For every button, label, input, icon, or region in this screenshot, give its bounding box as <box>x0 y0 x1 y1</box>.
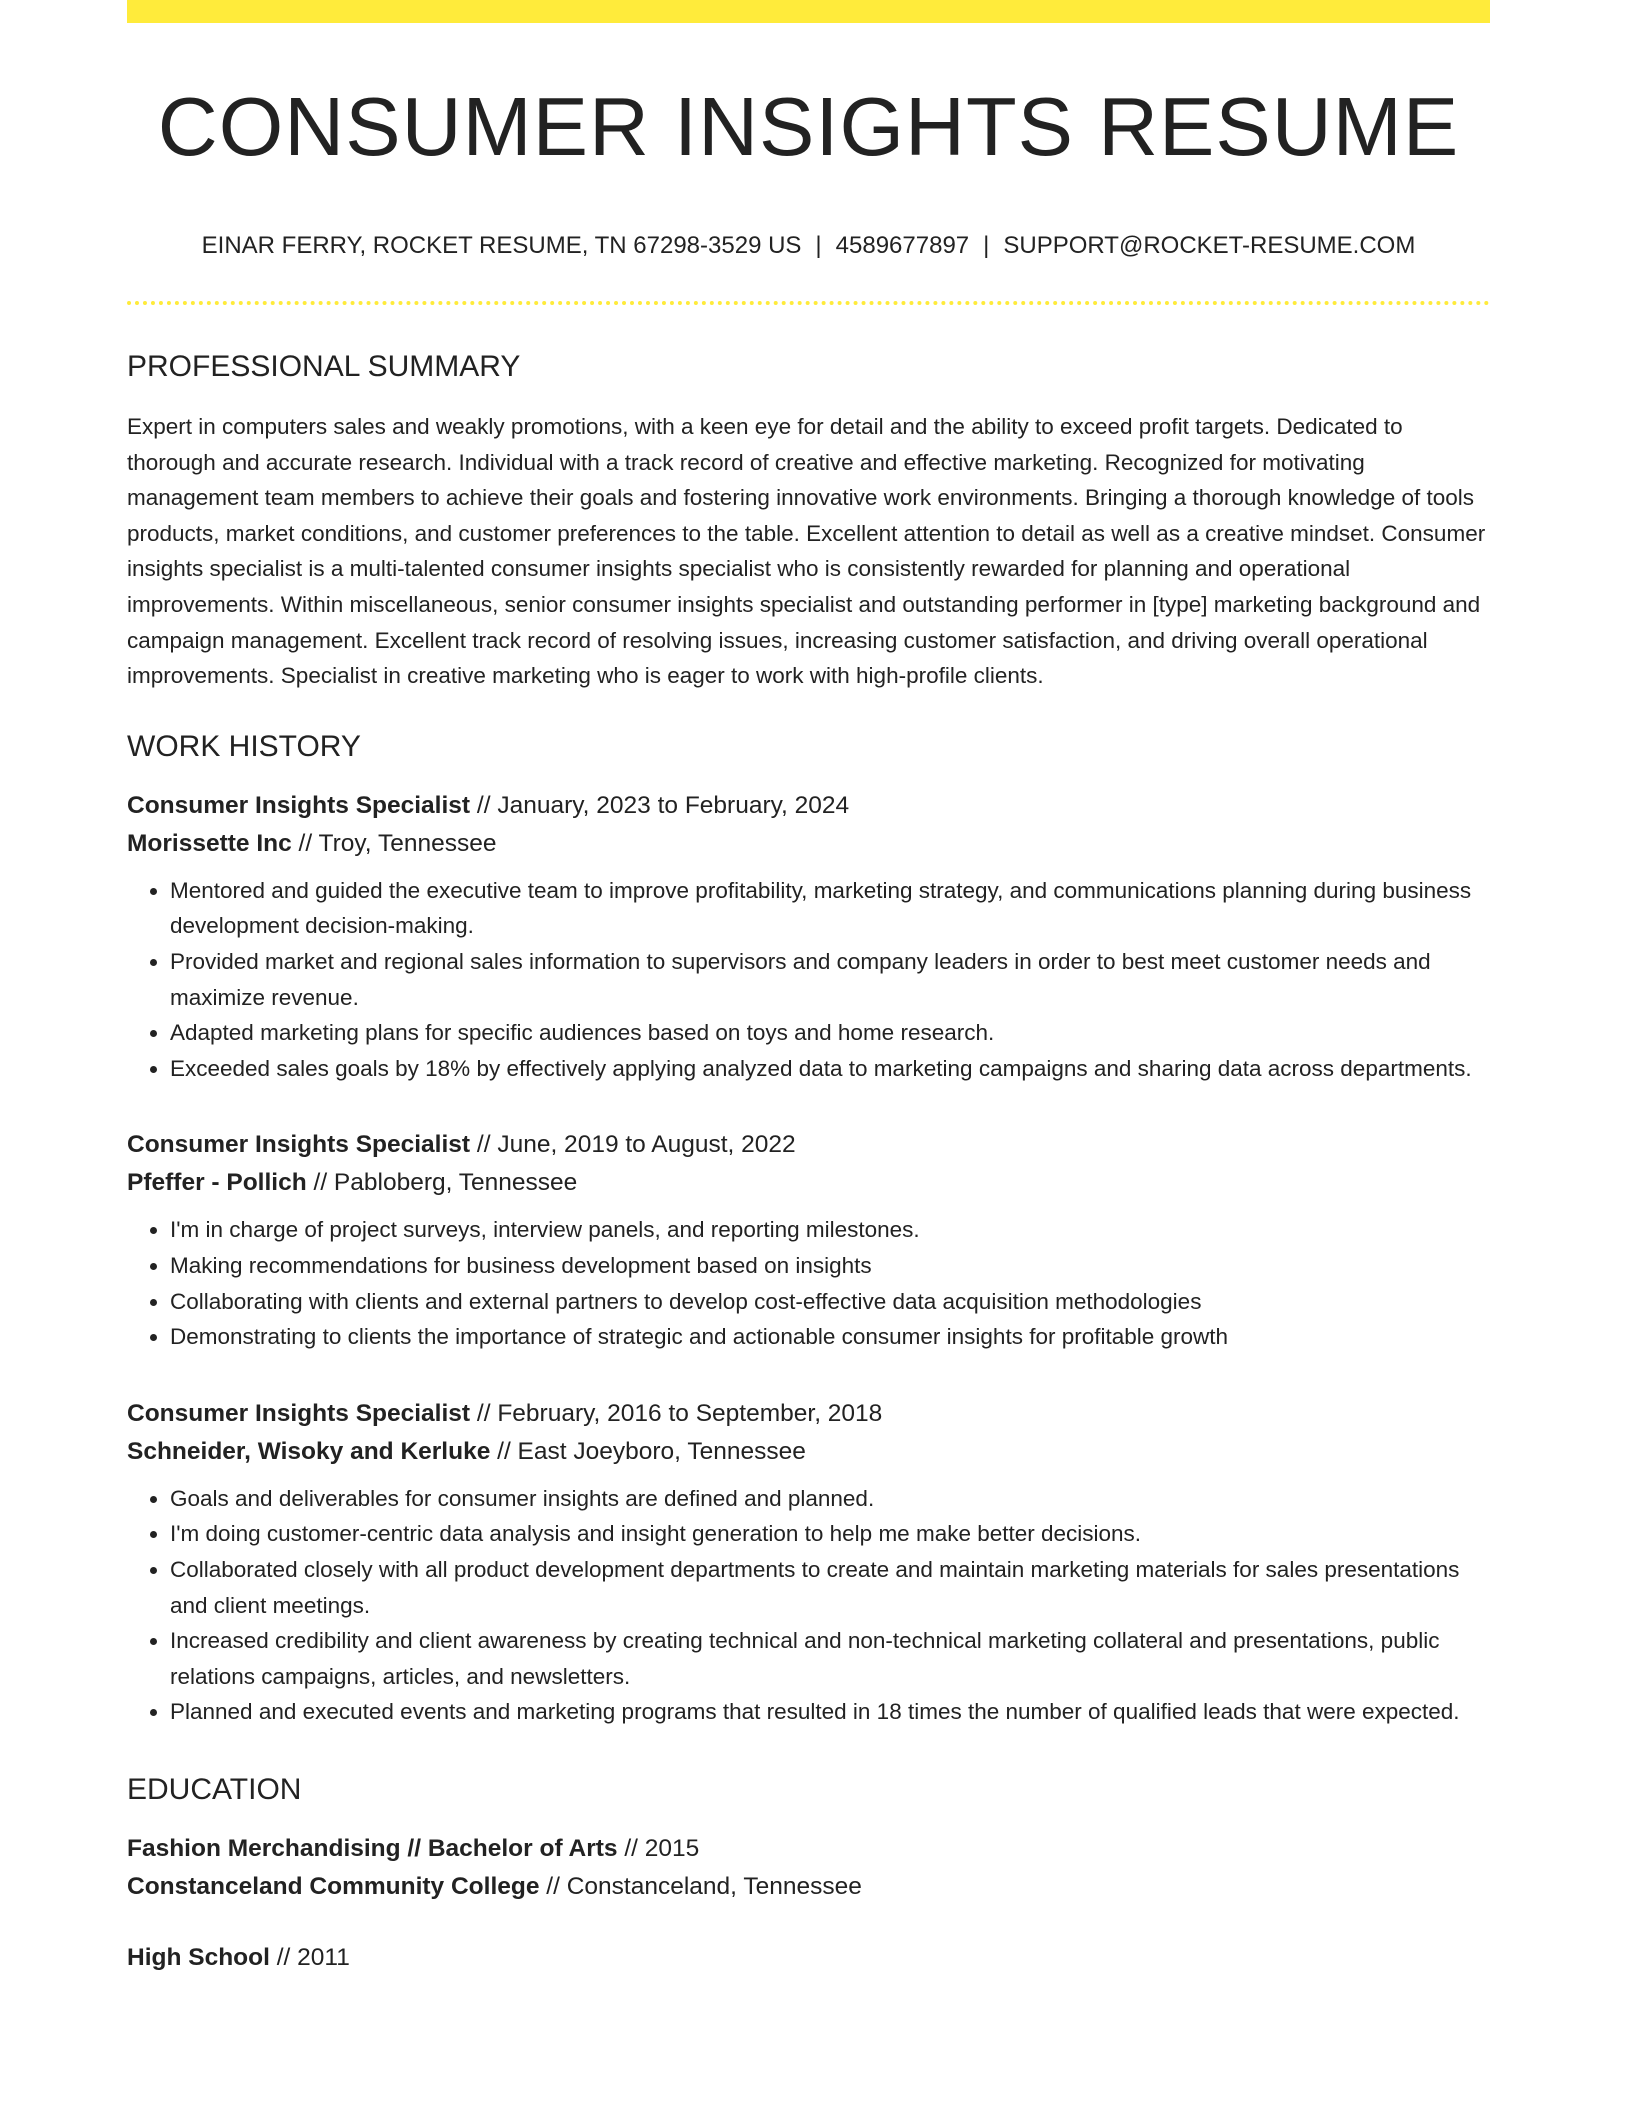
education-year: // 2011 <box>269 1943 350 1971</box>
education-school-line <box>127 1868 1490 1906</box>
job-bullet: • Increased credibility and client awareness by creating technical and non-technical marketing collateral and presentations, public relations campaigns, articles, and newsletters. <box>170 1623 1490 1694</box>
job-bullets <box>127 873 1490 1087</box>
job-bullet: • Making recommendations for business development based on insights <box>170 1248 1490 1284</box>
job-bullet: • Mentored and guided the executive team to improve profitability, marketing strategy, and communications planning during business development decision-making. <box>170 873 1490 944</box>
job-bullet: • Collaborating with clients and external partners to develop cost-effective data acquisition methodologies <box>170 1284 1490 1320</box>
job-company: Pfeffer - Pollich <box>127 1169 307 1197</box>
education-degree: Fashion Merchandising // Bachelor of Arts <box>127 1834 618 1862</box>
work-history-heading: WORK HISTORY <box>127 729 361 763</box>
job-title: Consumer Insights Specialist <box>127 1131 471 1159</box>
job-company-line <box>127 1433 1490 1471</box>
contact-line <box>127 232 1490 261</box>
contact-phone: 4589677897 <box>835 232 970 260</box>
job-company-line <box>127 825 1490 863</box>
contact-separator: | <box>815 232 822 260</box>
job-title-line <box>127 1126 1490 1164</box>
job-company: Schneider, Wisoky and Kerluke <box>127 1437 491 1465</box>
summary-heading: PROFESSIONAL SUMMARY <box>127 350 521 384</box>
contact-address: EINAR FERRY, ROCKET RESUME, TN 67298-3529 US <box>201 232 802 260</box>
education-school: Constanceland Community College <box>127 1872 540 1900</box>
job-bullet: • I'm doing customer-centric data analysis and insight generation to help me make better decisions. <box>170 1516 1490 1552</box>
job-bullet: • Provided market and regional sales information to supervisors and company leaders in order to best meet customer needs and maximize revenue. <box>170 944 1490 1015</box>
job-bullet: • Planned and executed events and marketing programs that resulted in 18 times the number of qualified leads that were expected. <box>170 1694 1490 1730</box>
top-accent-bar <box>127 0 1490 23</box>
job-title: Consumer Insights Specialist <box>127 791 471 819</box>
job-dates: // January, 2023 to February, 2024 <box>470 791 850 819</box>
resume-title: CONSUMER INSIGHTS RESUME <box>157 80 1460 173</box>
job-bullet: • I'm in charge of project surveys, interview panels, and reporting milestones. <box>170 1212 1490 1248</box>
job-dates: // February, 2016 to September, 2018 <box>470 1399 883 1427</box>
resume-page <box>127 0 1490 1977</box>
job-company-line <box>127 1164 1490 1202</box>
education-year: // 2015 <box>617 1834 700 1862</box>
job-bullets <box>127 1481 1490 1730</box>
job-dates: // June, 2019 to August, 2022 <box>470 1131 796 1159</box>
job-title-line <box>127 1395 1490 1433</box>
job-bullet: • Goals and deliverables for consumer insights are defined and planned. <box>170 1481 1490 1517</box>
dotted-divider <box>127 301 1490 305</box>
job-location: // Pabloberg, Tennessee <box>306 1169 578 1197</box>
job-entry <box>127 787 1490 1087</box>
job-bullet: • Demonstrating to clients the importance of strategic and actionable consumer insights for profitable growth <box>170 1319 1490 1355</box>
job-company: Morissette Inc <box>127 829 292 857</box>
job-bullet: • Exceeded sales goals by 18% by effectively applying analyzed data to marketing campaigns and sharing data across departments. <box>170 1051 1490 1087</box>
contact-email: SUPPORT@ROCKET-RESUME.COM <box>1003 232 1416 260</box>
job-bullet: • Collaborated closely with all product development departments to create and maintain marketing materials for sales presentations and client meetings. <box>170 1552 1490 1623</box>
job-bullet: • Adapted marketing plans for specific audiences based on toys and home research. <box>170 1015 1490 1051</box>
education-location: // Constanceland, Tennessee <box>539 1872 862 1900</box>
summary-text: Expert in computers sales and weakly promotions, with a keen eye for detail and the ability to exceed profit targets. Dedicated to thorough and accurate research. Individual with a track record of creative and effective marketing. Recognized for motivating management team members to achieve their goals and fostering innovative work environments. Bringing a thorough knowledge of tools products, market conditions, and customer preferences to the table. Excellent attention to detail as well as a creative mindset. Consumer insights specialist is a multi-talented consumer insights specialist who is consistently rewarded for planning and operational improvements. Within miscellaneous, senior consumer insights specialist and outstanding performer in [type] marketing background and campaign management. Excellent track record of resolving issues, increasing customer satisfaction, and driving overall operational improvements. Specialist in creative marketing who is eager to work with high-profile clients. <box>127 414 1486 689</box>
education-heading: EDUCATION <box>127 1772 302 1806</box>
education-entry <box>127 1939 1490 1977</box>
job-location: // East Joeyboro, Tennessee <box>490 1437 806 1465</box>
job-bullets <box>127 1212 1490 1354</box>
job-location: // Troy, Tennessee <box>291 829 497 857</box>
education-entry <box>127 1830 1490 1906</box>
education-degree: High School <box>127 1943 270 1971</box>
job-title: Consumer Insights Specialist <box>127 1399 471 1427</box>
job-entry <box>127 1395 1490 1730</box>
contact-separator: | <box>983 232 990 260</box>
job-title-line <box>127 787 1490 825</box>
education-degree-line <box>127 1939 1490 1977</box>
job-entry <box>127 1126 1490 1354</box>
education-degree-line <box>127 1830 1490 1868</box>
